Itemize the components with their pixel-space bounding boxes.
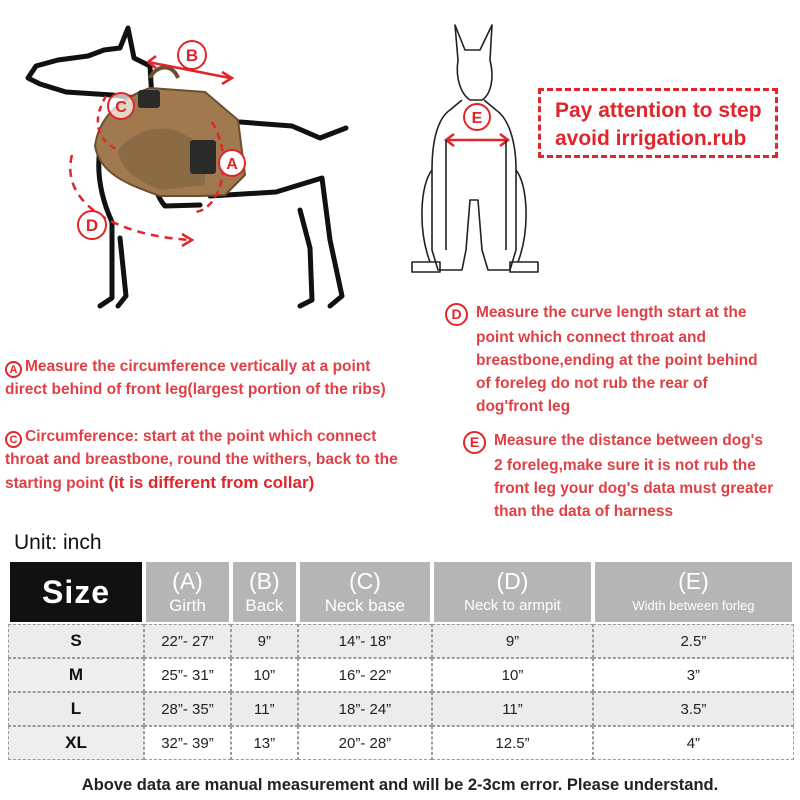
table-cell: 4” — [593, 726, 794, 760]
note-d-line: point which connect throat and — [476, 329, 706, 346]
note-c-line-3: starting point — [5, 475, 109, 492]
table-cell: 16”- 22” — [298, 658, 433, 692]
table-cell: 2.5” — [593, 624, 794, 658]
size-table — [8, 560, 794, 760]
label-d-text: D — [85, 216, 99, 235]
note-d-line: of foreleg do not rub the rear of — [476, 375, 708, 392]
label-e-text: E — [471, 110, 483, 127]
size-cell: XL — [8, 726, 144, 760]
label-c-text: C — [115, 99, 127, 116]
note-d — [445, 301, 795, 418]
note-a-line-2: direct behind of front leg(largest portion of the ribs) — [5, 381, 386, 398]
column-name: Width between forleg — [632, 598, 755, 613]
table-cell: 18”- 24” — [298, 692, 433, 726]
diagram-label-e — [464, 104, 490, 130]
column-name: Back — [245, 596, 284, 615]
dog-front-view-illustration — [412, 25, 538, 272]
note-a — [5, 355, 445, 401]
column-letter: (A) — [172, 568, 203, 594]
notice-line-1: Pay attention to step — [555, 99, 762, 122]
note-e — [463, 429, 798, 523]
table-row — [8, 658, 794, 692]
column-girth — [144, 560, 231, 624]
note-c-badge: C — [5, 431, 22, 448]
table-cell: 22”- 27” — [144, 624, 231, 658]
note-d-line: breastbone,ending at the point behind — [476, 352, 758, 369]
table-row — [8, 692, 794, 726]
table-cell: 3” — [593, 658, 794, 692]
table-row — [8, 624, 794, 658]
column-letter: (D) — [496, 568, 529, 594]
size-cell: M — [8, 658, 144, 692]
notice-box — [538, 88, 778, 158]
diagram-label-a — [219, 150, 245, 176]
column-name: Girth — [169, 596, 206, 615]
size-header: Size — [8, 560, 144, 624]
table-cell: 14”- 18” — [298, 624, 433, 658]
note-c-line-2: throat and breastbone, round the withers, back to the — [5, 451, 398, 468]
diagram-label-b — [178, 41, 206, 69]
column-back — [231, 560, 298, 624]
note-d-badge: D — [445, 303, 468, 326]
note-c — [5, 425, 455, 495]
table-cell: 10” — [432, 658, 593, 692]
size-cell: L — [8, 692, 144, 726]
note-e-line: 2 foreleg,make sure it is not rub the — [494, 457, 756, 474]
note-d-line: dog'front leg — [476, 398, 571, 415]
column-neck-to-armpit — [432, 560, 593, 624]
table-cell: 9” — [432, 624, 593, 658]
column-name: Neck base — [324, 596, 406, 615]
column-letter: (C) — [348, 568, 381, 594]
column-neck-base — [298, 560, 433, 624]
column-width-between-forleg — [593, 560, 794, 624]
unit-label: Unit: inch — [14, 531, 102, 554]
column-letter: (E) — [678, 568, 709, 594]
table-cell: 3.5” — [593, 692, 794, 726]
table-row — [8, 726, 794, 760]
table-cell: 11” — [231, 692, 298, 726]
column-letter: (B) — [248, 568, 280, 594]
diagram-label-d — [78, 211, 106, 239]
note-e-line: Measure the distance between dog's — [494, 432, 763, 449]
diagram-label-c — [108, 93, 134, 119]
table-cell: 10” — [231, 658, 298, 692]
table-cell: 25”- 31” — [144, 658, 231, 692]
harness-illustration — [95, 67, 245, 196]
label-a-text: A — [226, 156, 238, 173]
footer-note: Above data are manual measurement and will be 2-3cm error. Please understand. — [81, 776, 719, 794]
note-e-badge: E — [463, 431, 486, 454]
notice-line-2: avoid irrigation.rub — [555, 127, 747, 150]
note-c-highlight: (it is different from collar) — [108, 473, 315, 492]
note-c-line-1: Circumference: start at the point which connect — [25, 428, 377, 445]
table-cell: 32”- 39” — [144, 726, 231, 760]
size-table-header — [8, 560, 794, 624]
size-cell: S — [8, 624, 144, 658]
note-d-line: Measure the curve length start at the — [476, 304, 747, 321]
label-b-text: B — [185, 46, 199, 65]
note-a-line-1: Measure the circumference vertically at a point — [25, 358, 371, 375]
table-cell: 11” — [432, 692, 593, 726]
table-cell: 9” — [231, 624, 298, 658]
note-a-badge: A — [5, 361, 22, 378]
note-e-line: than the data of harness — [494, 503, 674, 520]
measurement-diagram — [0, 0, 800, 340]
note-e-line: front leg your dog's data must greater — [494, 480, 774, 497]
table-cell: 13” — [231, 726, 298, 760]
table-cell: 28”- 35” — [144, 692, 231, 726]
table-cell: 20”- 28” — [298, 726, 433, 760]
table-cell: 12.5” — [432, 726, 593, 760]
column-name: Neck to armpit — [464, 597, 561, 614]
